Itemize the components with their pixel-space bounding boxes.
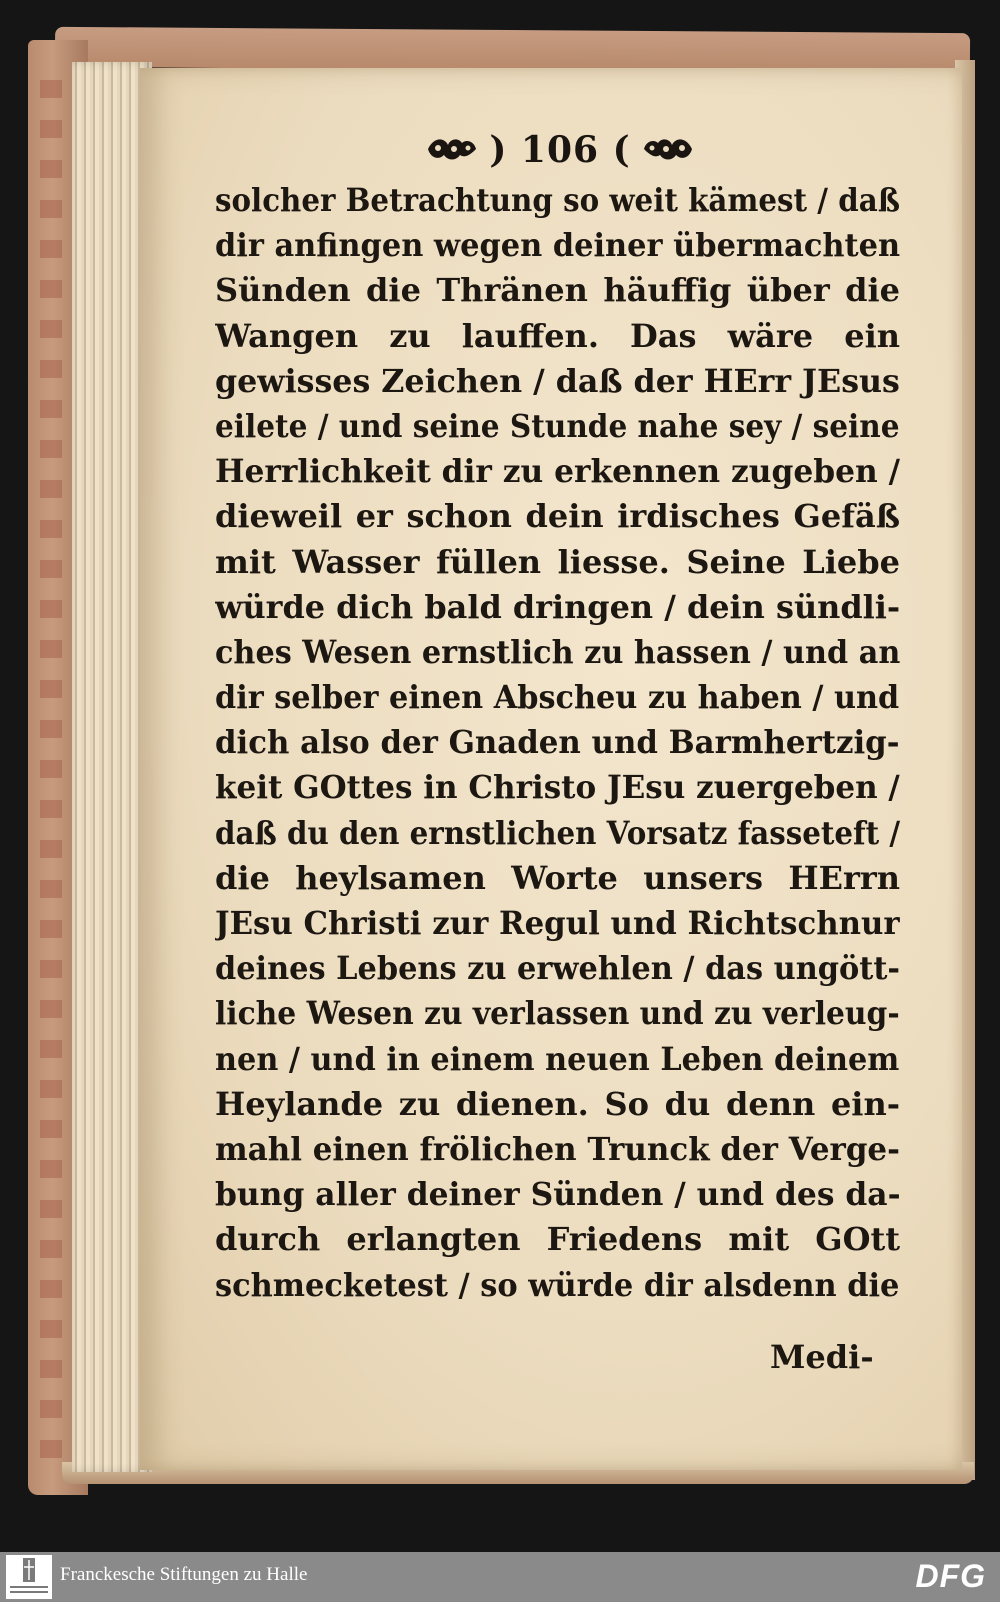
- text-line: die heylsamen Worte unsers HErrn: [215, 858, 900, 897]
- text-line: Sünden die Thränen häuffig über die: [215, 271, 900, 310]
- text-line: deines Lebens zu erwehlen / das ungött-: [215, 949, 900, 988]
- text-line: keit GOttes in Christo JEsu zuergeben /: [215, 768, 900, 807]
- text-line: Herrlichkeit dir zu erkennen zugeben /: [215, 452, 900, 491]
- text-line: mit Wasser füllen liesse. Seine Liebe: [215, 542, 900, 581]
- text-line: dieweil er schon dein irdisches Gefäß: [215, 497, 900, 536]
- text-line: mahl einen frölichen Trunck der Verge-: [215, 1129, 900, 1168]
- text-line: nen / und in einem neuen Leben deinem: [215, 1039, 900, 1078]
- text-line: dir selber einen Abscheu zu haben / und: [215, 678, 900, 717]
- text-line: bung aller deiner Sünden / und des da-: [215, 1175, 901, 1214]
- text-line: ches Wesen ernstlich zu hassen / und an: [215, 632, 900, 671]
- paren-right: (: [612, 129, 631, 171]
- left-ornament-icon: [424, 133, 480, 165]
- text-line: daß du den ernstlichen Vorsatz fasseteft /: [215, 813, 901, 852]
- text-line: schmecketest / so würde dir alsdenn die: [215, 1265, 900, 1304]
- catchword: Medi-: [770, 1338, 874, 1376]
- paren-left: ): [489, 129, 508, 171]
- text-line: dir anfingen wegen deiner übermachten: [215, 226, 900, 265]
- text-line: gewisses Zeichen / daß der HErr JEsus: [215, 361, 900, 400]
- right-ornament-icon: [640, 133, 696, 165]
- text-line: würde dich bald dringen / dein sündli-: [215, 587, 900, 626]
- page-header: [420, 126, 700, 176]
- text-line: dich also der Gnaden und Barmhertzig-: [215, 723, 900, 762]
- dfg-logo: DFG: [915, 1558, 986, 1594]
- text-line: Heylande zu dienen. So du denn ein-: [215, 1084, 900, 1123]
- text-line: liche Wesen zu verlassen und zu verleug-: [215, 994, 900, 1033]
- page-number-value: 106: [520, 129, 600, 171]
- text-line: durch erlangten Friedens mit GOtt: [215, 1220, 900, 1259]
- page-number: [489, 126, 630, 171]
- text-line: JEsu Christi zur Regul und Richtschnur: [215, 904, 900, 942]
- institution-logo: [6, 1555, 52, 1599]
- body-text: [215, 178, 900, 1308]
- text-line: solcher Betrachtung so weit kämest / daß: [215, 181, 900, 219]
- institution-name: Franckesche Stiftungen zu Halle: [60, 1564, 308, 1585]
- footer-bar: [0, 1552, 1000, 1602]
- book-cover-top: [55, 27, 970, 73]
- text-line: Wangen zu lauffen. Das wäre ein: [215, 316, 900, 355]
- text-line: eilete / und seine Stunde nahe sey / seine: [215, 406, 900, 445]
- logo-emblem-icon: [6, 1555, 52, 1599]
